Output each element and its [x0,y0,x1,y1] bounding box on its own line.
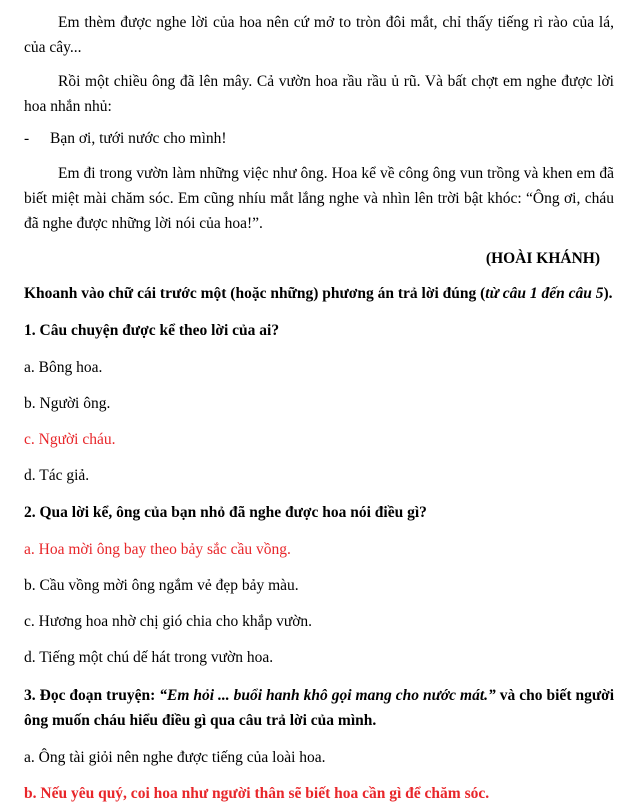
question-3-heading [24,683,614,734]
answer-label: a. [24,748,35,766]
answer-label: a. [24,540,35,558]
question-1-answer-a[interactable] [24,355,614,380]
instruction-end: ). [603,284,613,302]
question-2-answer-d[interactable] [24,645,614,670]
answer-text: Tác giả. [39,467,90,485]
body-paragraph-1: Em thèm được nghe lời của hoa nên cứ mở to tròn đôi mắt, chỉ thấy tiếng rì rào của lá, của cây... [24,14,614,57]
answer-text: Người ông. [39,394,111,412]
body-paragraph-2: Rồi một chiều ông đã lên mây. Cả vườn hoa rầu rầu ủ rũ. Và bất chợt em nghe được lời hoa nhắn nhủ: [24,73,614,116]
body-paragraph-3: Em đi trong vườn làm những việc như ông. Hoa kể về công ông vun trồng và khen em đã biết miệt mài chăm sóc. Em cũng nhíu mắt lắng nghe và nhìn lên trời bật khóc: “Ông ơi, cháu đã nghe được những lời nói của hoa!”. [24,164,614,232]
answer-label: a. [24,358,35,376]
answer-text: Tiếng một chú dế hát trong vườn hoa. [39,648,274,666]
question-1-text: Câu chuyện được kể theo lời của ai? [39,322,280,340]
answer-text: Người cháu. [38,431,116,449]
answer-text: Cầu vồng mời ông ngắm vẻ đẹp bảy màu. [39,576,299,594]
answer-text: Hương hoa nhờ chị gió chia cho khắp vườn. [38,612,313,630]
instruction-text [24,281,614,306]
question-2-number: 2. [24,504,36,522]
question-1-heading [24,318,614,343]
answer-text: Bông hoa. [38,358,103,376]
dialogue-dash: - [24,130,30,148]
question-3-answer-b[interactable] [24,781,614,806]
question-2-heading [24,500,614,525]
answer-label: b. [24,785,37,802]
answer-label: d. [24,648,36,666]
dialogue-line [24,126,614,151]
answer-text: Hoa mời ông bay theo bảy sắc cầu vồng. [38,540,291,558]
answer-label: b. [24,394,36,412]
dialogue-text: Bạn ơi, tưới nước cho mình! [50,130,227,148]
question-3-quote: “Em hỏi ... buổi hanh khô gọi mang cho nước mát.” [159,687,496,705]
instruction-italic: từ câu 1 đến câu 5 [485,284,604,302]
question-2-answer-b[interactable] [24,573,614,598]
answer-label: c. [24,431,35,449]
question-1-answer-c[interactable] [24,427,614,452]
question-2-answer-c[interactable] [24,609,614,634]
question-2-answer-a[interactable] [24,537,614,562]
question-1-answer-d[interactable] [24,463,614,488]
question-3-number: 3. [24,687,36,705]
answer-text: Ông tài giỏi nên nghe được tiếng của loài hoa. [38,748,326,766]
question-3-text-after: và cho biết người ông muốn cháu hiểu điều gì qua câu trả lời của mình. [24,687,615,730]
answer-label: b. [24,576,36,594]
author-credit: (HOÀI KHÁNH) [485,249,600,267]
answer-text: Nếu yêu quý, coi hoa như người thân sẽ biết hoa cần gì để chăm sóc. [40,785,490,802]
question-3-answer-a[interactable] [24,745,614,770]
question-2-text: Qua lời kể, ông của bạn nhỏ đã nghe được hoa nói điều gì? [39,504,427,522]
answer-label: d. [24,467,36,485]
question-1-number: 1. [24,322,36,340]
instruction-main: Khoanh vào chữ cái trước một (hoặc những) phương án trả lời đúng ( [24,284,486,302]
question-3-text-before: Đọc đoạn truyện: [39,687,160,705]
question-1-answer-b[interactable] [24,391,614,416]
answer-label: c. [24,612,35,630]
